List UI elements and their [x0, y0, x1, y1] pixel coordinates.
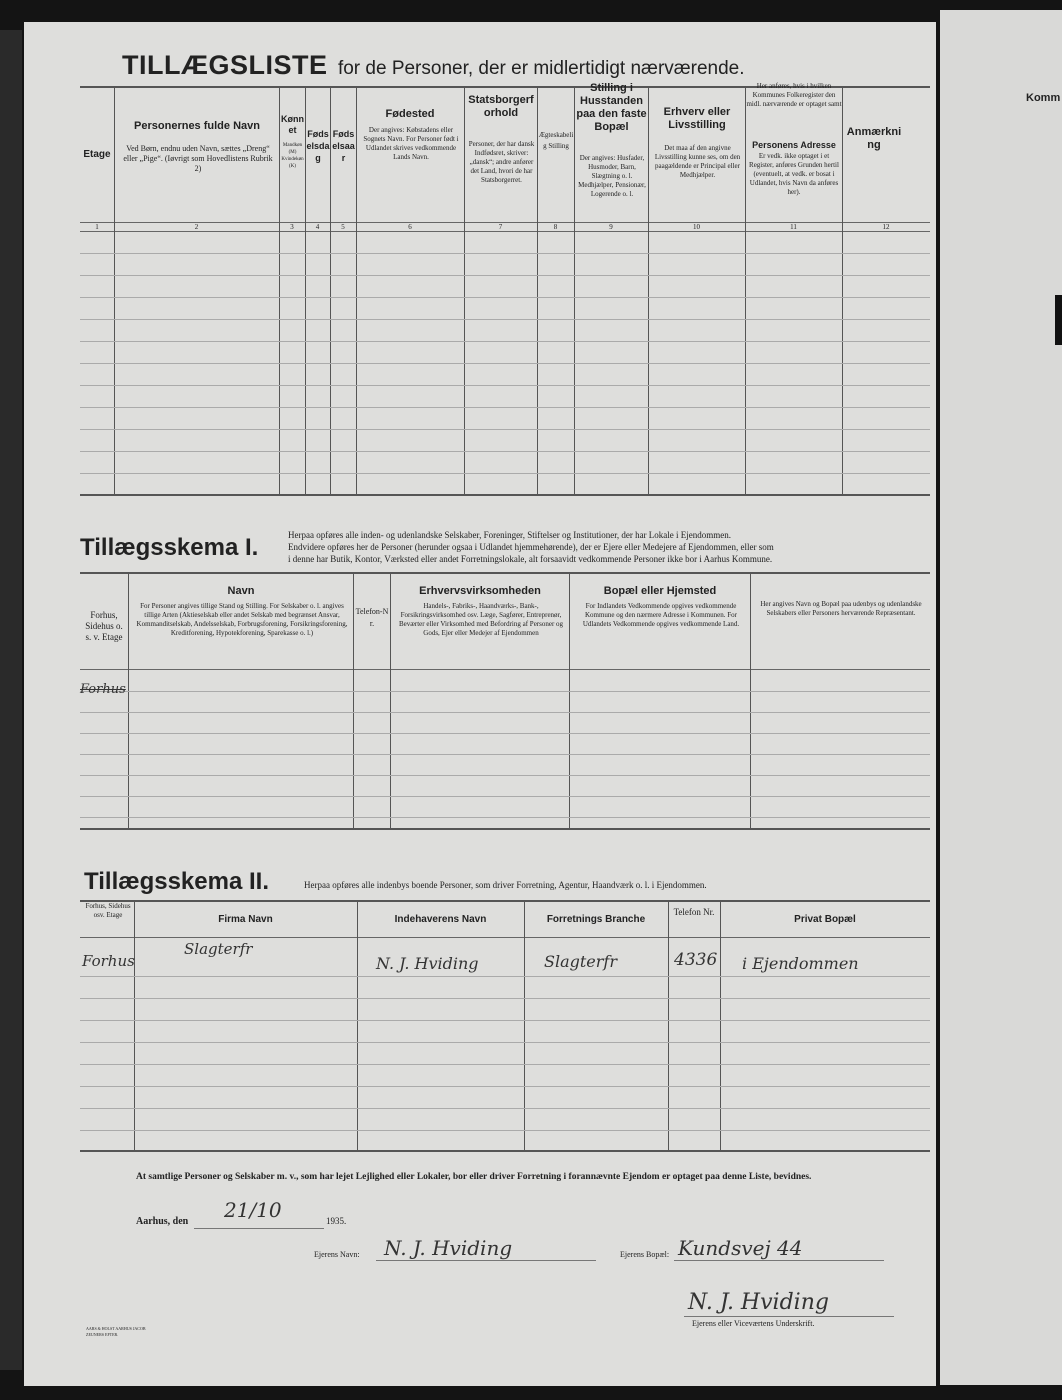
- list-number-rule: [80, 231, 930, 232]
- col-address-head: Personens Adresse: [752, 140, 836, 150]
- ruled-row-line: [80, 1042, 930, 1043]
- list-vline: [574, 86, 575, 494]
- col-address-pre: Her anføres, hvis i hvilken Kommunes Folkeregister den midl. nærværende er optaget samt: [746, 82, 842, 108]
- col-number: 1: [95, 223, 99, 231]
- ruled-row-line: [80, 733, 930, 734]
- skema2-header-rule: [80, 937, 930, 938]
- col-occupation-sub: Det maa af den angivne Livsstilling kunne ses, om den paagældende er Principal eller Medhjælper.: [654, 144, 741, 179]
- s2-row-telefon: 4336: [674, 950, 718, 970]
- form-page: [24, 22, 936, 1386]
- skema1-desc-line: Herpaa opføres alle inden- og udenlandske Selskaber, Foreninger, Stiftelser og Institutioner, der har Lokale i Ejendommen.: [288, 530, 732, 540]
- ruled-row-line: [80, 429, 930, 430]
- ruled-row-line: [80, 1020, 930, 1021]
- ruled-row-line: [80, 691, 930, 692]
- ruled-row-line: [80, 341, 930, 342]
- list-vline: [648, 86, 649, 494]
- skema2-vline: [357, 900, 358, 1150]
- s1-col-telefon: Telefon-Nr.: [355, 607, 389, 628]
- printer-mark: AARS & HOLST AARHUS JACOB ZEUNERS EFTER.: [86, 1326, 146, 1337]
- skema2-title: Tillægsskema II.: [84, 868, 269, 895]
- s2-col-firma: Firma Navn: [218, 914, 273, 925]
- owner-name-value: N. J. Hviding: [384, 1236, 513, 1260]
- col-number: 11: [790, 223, 797, 231]
- ruled-row-line: [80, 1108, 930, 1109]
- s2-col-indehaver: Indehaverens Navn: [394, 914, 487, 925]
- ruled-row-line: [80, 1086, 930, 1087]
- skema1-bottom-rule: [80, 828, 930, 830]
- year-value: 1935.: [326, 1216, 347, 1226]
- certification-text: At samtlige Personer og Selskaber m. v., som har lejet Lejlighed eller Lokaler, bor eller driver Forretning i forannævnte Ejendom er optaget paa denne Liste, bevidnes.: [136, 1172, 812, 1182]
- page-title: [122, 50, 745, 81]
- owner-address-value: Kundsvej 44: [678, 1236, 803, 1260]
- s2-row-branche: Slagterfr: [544, 952, 617, 971]
- s1-col-erhverv-sub: Handels-, Fabriks-, Haandværks-, Bank-, Forsikringsvirksomhed osv. Læge, Sagfører, Entreprenør, Beværter eller Virksomhed med Befordring af Personer og Gods, Ejer eller Medejer af Ejendommen: [398, 602, 564, 637]
- skema1-vline: [750, 572, 751, 828]
- s1-col-erhverv: Erhvervsvirksomheden: [419, 585, 541, 597]
- ruled-row-line: [80, 319, 930, 320]
- owner-name-label: Ejerens Navn:: [314, 1250, 360, 1259]
- col-remarks-head: Anmærkning: [846, 126, 902, 151]
- ruled-row-line: [80, 253, 930, 254]
- s1-col-etage: Forhus, Sidehus o. s. v. Etage: [85, 610, 123, 642]
- skema1-desc-line: i denne har Butik, Kontor, Værksted eller andet Forretningslokale, alt forsaavidt vedkommende Personer ikke bor i Aarhus Kommune.: [288, 554, 773, 564]
- ruled-row-line: [80, 1130, 930, 1131]
- skema2-vline: [720, 900, 721, 1150]
- skema2-vline: [134, 900, 135, 1150]
- s2-row-indehaver: N. J. Hviding: [376, 954, 479, 973]
- s1-col-repr: Her angives Navn og Bopæl paa udenbys og udenlandske Selskabers eller Personers herværende Repræsentant.: [760, 600, 922, 617]
- list-vline: [464, 86, 465, 494]
- ruled-row-line: [80, 998, 930, 999]
- list-vline: [279, 86, 280, 494]
- col-occupation-head: Erhverv eller Livsstilling: [663, 106, 731, 131]
- s2-col-etage: Forhus, Sidehus osv. Etage: [85, 902, 131, 919]
- s1-col-bopael-sub: For Indlandets Vedkommende opgives vedkommende Kommune og den nærmere Adresse i Kommunen. For Udlandets Vedkommende opgives vedkommende Land.: [582, 602, 740, 628]
- col-name-head: Personernes fulde Navn: [134, 120, 260, 132]
- s2-row-firma: Slagterfr: [184, 940, 253, 958]
- col-citizen-sub: Personer, der har dansk Indfødsret, skriver: „dansk“; andre anfører det Land, hvori de har Statsborgerret.: [468, 140, 535, 184]
- ruled-row-line: [80, 363, 930, 364]
- col-name-sub: Ved Børn, endnu uden Navn, sættes „Dreng“ eller „Pige“. (Iøvrigt som Hovedlistens Rubrik 2): [123, 144, 273, 173]
- s2-col-branche: Forretnings Branche: [546, 914, 646, 925]
- skema1-description: [288, 529, 928, 565]
- s2-col-bopael: Privat Bopæl: [794, 914, 856, 925]
- s1-entry-etage: Forhus: [80, 682, 126, 697]
- facing-page-text: Komm: [1026, 92, 1061, 104]
- ruled-row-line: [80, 976, 930, 977]
- signature-line: [684, 1316, 894, 1317]
- facing-page: [940, 10, 1062, 1385]
- skema1-top-rule: [80, 572, 930, 574]
- col-number: 5: [341, 223, 345, 231]
- list-vline: [356, 86, 357, 494]
- skema2-description: Herpaa opføres alle indenbys boende Personer, som driver Forretning, Agentur, Haandværk o. l. i Ejendommen.: [304, 880, 707, 890]
- signature-label: Ejerens eller Viceværtens Underskrift.: [692, 1319, 815, 1328]
- date-value: 21/10: [224, 1198, 282, 1222]
- owner-address-label: Ejerens Bopæl:: [620, 1250, 670, 1259]
- col-household-head: Stilling i Husstanden paa den faste Bopæl: [576, 82, 647, 133]
- s1-col-navn-sub: For Personer angives tillige Stand og Stilling. For Selskaber o. l. angives tillige Arten (Aktieselskab eller andet Selskab med begrænset Ansvar, Kommanditselskab, Andelsselskab, Forbrugsforening, Forsikringsforening, Kreditforening, Hypotekforening, Sparekasse o. l.): [136, 602, 348, 637]
- col-birthplace-head: Fødested: [385, 108, 435, 120]
- skema1-header-rule: [80, 669, 930, 670]
- col-household-sub: Der angives: Husfader, Husmoder, Barn, Slægtning o. l. Medhjælper, Pensionær, Logerende o. l.: [578, 154, 646, 198]
- col-number: 3: [290, 223, 294, 231]
- skema1-vline: [390, 572, 391, 828]
- ruled-row-line: [80, 407, 930, 408]
- skema1-vline: [128, 572, 129, 828]
- list-vline: [842, 86, 843, 494]
- col-birthplace-sub: Der angives: Købstadens eller Sognets Navn. For Personer født i Udlandet skrives vedkommende Lands Navn.: [363, 126, 459, 161]
- list-vline: [114, 86, 115, 494]
- col-sex-head: Kønnet: [281, 114, 304, 135]
- owner-name-line: [376, 1260, 596, 1261]
- col-marital-head: Ægteskabelig Stilling: [538, 131, 574, 150]
- col-birthday-head: Fødselsdag: [306, 129, 330, 163]
- col-citizen-head: Statsborgerforhold: [468, 94, 534, 119]
- title-main: TILLÆGSLISTE: [122, 50, 328, 80]
- col-number: 7: [498, 223, 503, 231]
- col-number: 6: [408, 223, 412, 231]
- s2-row-etage: Forhus: [82, 952, 135, 970]
- skema1-vline: [569, 572, 570, 828]
- skema1-title: Tillægsskema I.: [80, 534, 259, 561]
- ruled-row-line: [80, 385, 930, 386]
- skema2-vline: [524, 900, 525, 1150]
- signature: N. J. Hviding: [688, 1290, 829, 1315]
- date-line: [194, 1228, 324, 1229]
- facing-page-mark: [1055, 295, 1062, 345]
- s2-row-bopael: i Ejendommen: [742, 954, 859, 973]
- ruled-row-line: [80, 473, 930, 474]
- ruled-row-line: [80, 712, 930, 713]
- col-etage-head: Etage: [83, 149, 111, 160]
- col-number: 4: [315, 223, 320, 231]
- col-number: 9: [609, 223, 613, 231]
- col-number: 2: [194, 223, 199, 231]
- col-birthyear-head: Fødselsaar: [332, 129, 355, 163]
- ruled-row-line: [80, 775, 930, 776]
- title-rest: for de Personer, der er midlertidigt nærværende.: [337, 58, 745, 79]
- ruled-row-line: [80, 796, 930, 797]
- book-binding: [0, 30, 22, 1370]
- s2-col-telefon: Telefon Nr.: [673, 907, 715, 917]
- col-number: 12: [882, 223, 890, 231]
- col-number: 8: [553, 223, 558, 231]
- col-address-sub: Er vedk. ikke optaget i et Register, anføres Grunden hertil (eventuelt, at vedk. er bosat i Udlandet, hvis Navn da anføres her).: [749, 152, 839, 196]
- ruled-row-line: [80, 1064, 930, 1065]
- skema2-top-rule: [80, 900, 930, 902]
- col-sex-sub: Mandkøn (M) Kvindekøn (K): [281, 143, 304, 169]
- ruled-row-line: [80, 451, 930, 452]
- skema1-desc-line: Endvidere opføres her de Personer (herunder ogsaa i Udlandet hjemmehørende), der er Ejere eller Medejere af Ejendommen, eller som: [288, 542, 774, 552]
- skema2-vline: [668, 900, 669, 1150]
- s1-col-navn: Navn: [227, 585, 255, 597]
- col-number: 10: [693, 223, 700, 231]
- ruled-row-line: [80, 754, 930, 755]
- list-bottom-rule: [80, 494, 930, 496]
- skema2-bottom-rule: [80, 1150, 930, 1152]
- ruled-row-line: [80, 297, 930, 298]
- place-label: Aarhus, den: [136, 1216, 189, 1227]
- ruled-row-line: [80, 817, 930, 818]
- s1-col-bopael: Bopæl eller Hjemsted: [603, 585, 717, 597]
- owner-address-line: [674, 1260, 884, 1261]
- ruled-row-line: [80, 275, 930, 276]
